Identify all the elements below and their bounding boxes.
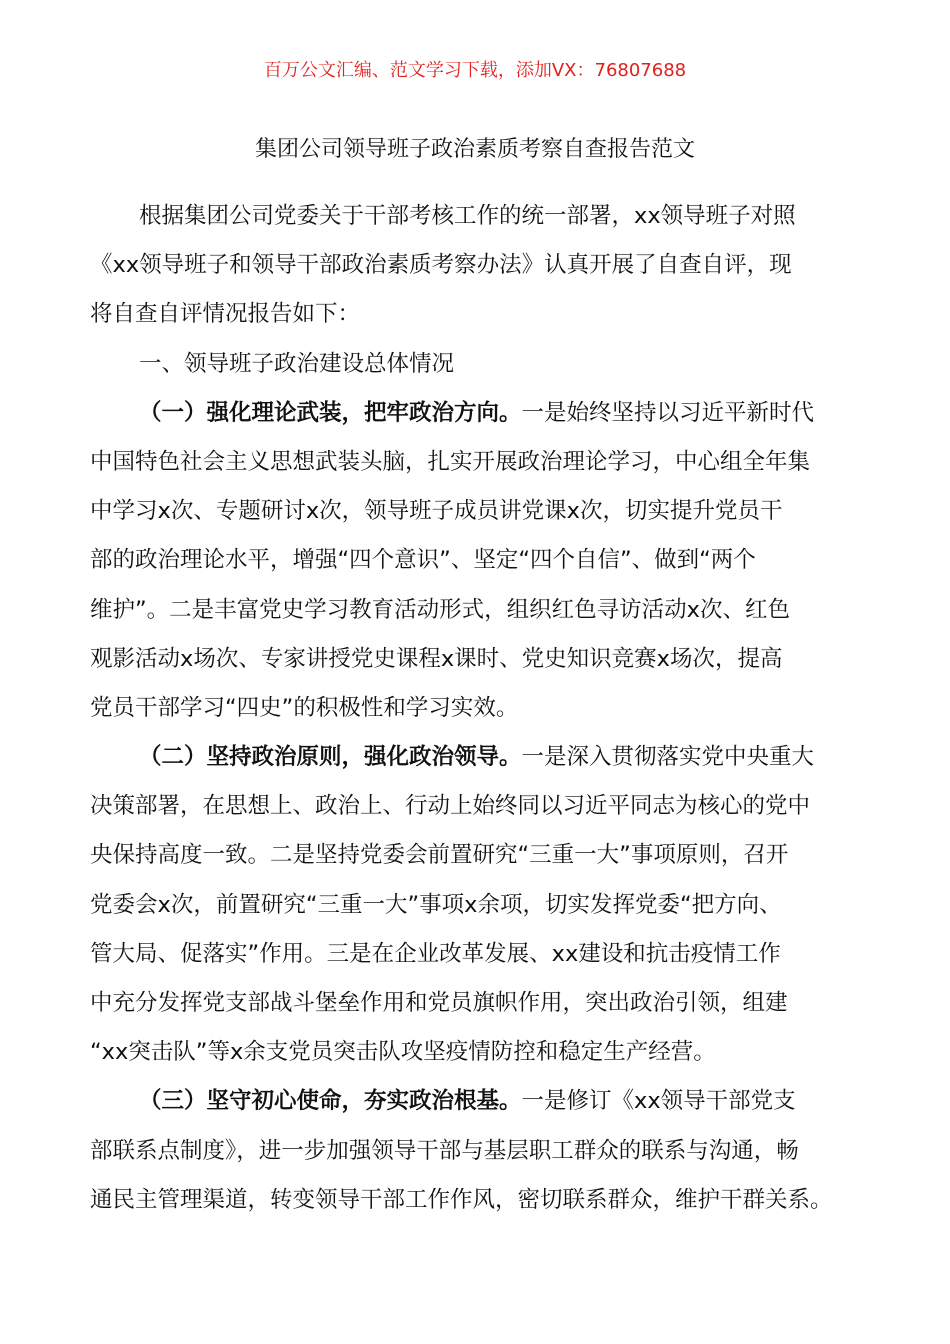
document-title: 集团公司领导班子政治素质考察自查报告范文 [254,137,695,162]
document-body [90,192,872,1225]
body-line: 决策部署，在思想上、政治上、行动上始终同以习近平同志为核心的党中 [90,793,811,820]
body-line: 通民主管理渠道，转变领导干部工作作风，密切联系群众，维护干群关系。 [90,1186,833,1213]
body-line: 党员干部学习“四史”的积极性和学习实效。 [90,694,519,721]
subsection-line: （一）强化理论武装，把牢政治方向。一是始终坚持以习近平新时代 [139,399,815,426]
body-line: 中学习x次、专题研讨x次，领导班子成员讲党课x次，切实提升党员干 [90,498,783,525]
section-heading: 一、领导班子政治建设总体情况 [139,350,455,377]
subsection-heading: （一）强化理论武装，把牢政治方向。 [139,399,522,426]
body-line: 维护”。二是丰富党史学习教育活动形式，组织红色寻访活动x次、红色 [90,596,790,623]
body-line: 管大局、促落实”作用。三是在企业改革发展、xx建设和抗击疫情工作 [90,940,781,967]
subsection-heading: （二）坚持政治原则，强化政治领导。 [139,744,522,771]
body-line: 《xx领导班子和领导干部政治素质考察办法》认真开展了自查自评，现 [90,252,792,279]
subsection-line: （三）坚守初心使命，夯实政治根基。一是修订《xx领导干部党支 [139,1088,796,1115]
body-line: 党委会x次，前置研究“三重一大”事项x余项，切实发挥党委“把方向、 [90,891,782,918]
body-line: “xx突击队”等x余支党员突击队攻坚疫情防控和稳定生产经营。 [90,1039,716,1066]
subsection-line: （二）坚持政治原则，强化政治领导。一是深入贯彻落实党中央重大 [139,744,815,771]
body-line: 中国特色社会主义思想武装头脑，扎实开展政治理论学习，中心组全年集 [90,448,811,475]
body-line: 中充分发挥党支部战斗堡垒作用和党员旗帜作用，突出政治引领，组建 [90,990,788,1016]
body-line: 部联系点制度》，进一步加强领导干部与基层职工群众的联系与沟通，畅 [90,1137,799,1164]
body-line: 部的政治理论水平，增强“四个意识”、坚定“四个自信”、做到“两个 [90,547,756,574]
body-line: 央保持高度一致。二是坚持党委会前置研究“三重一大”事项原则，召开 [90,842,789,869]
promo-banner: 百万公文汇编、范文学习下载，添加VX：76807688 [263,60,687,81]
body-line: 将自查自评情况报告如下： [90,301,361,328]
subsection-heading: （三）坚守初心使命，夯实政治根基。 [139,1088,522,1115]
body-line: 观影活动x场次、专家讲授党史课程x课时、党史知识竞赛x场次，提高 [90,645,783,672]
body-line: 根据集团公司党委关于干部考核工作的统一部署，xx领导班子对照 [139,203,796,229]
